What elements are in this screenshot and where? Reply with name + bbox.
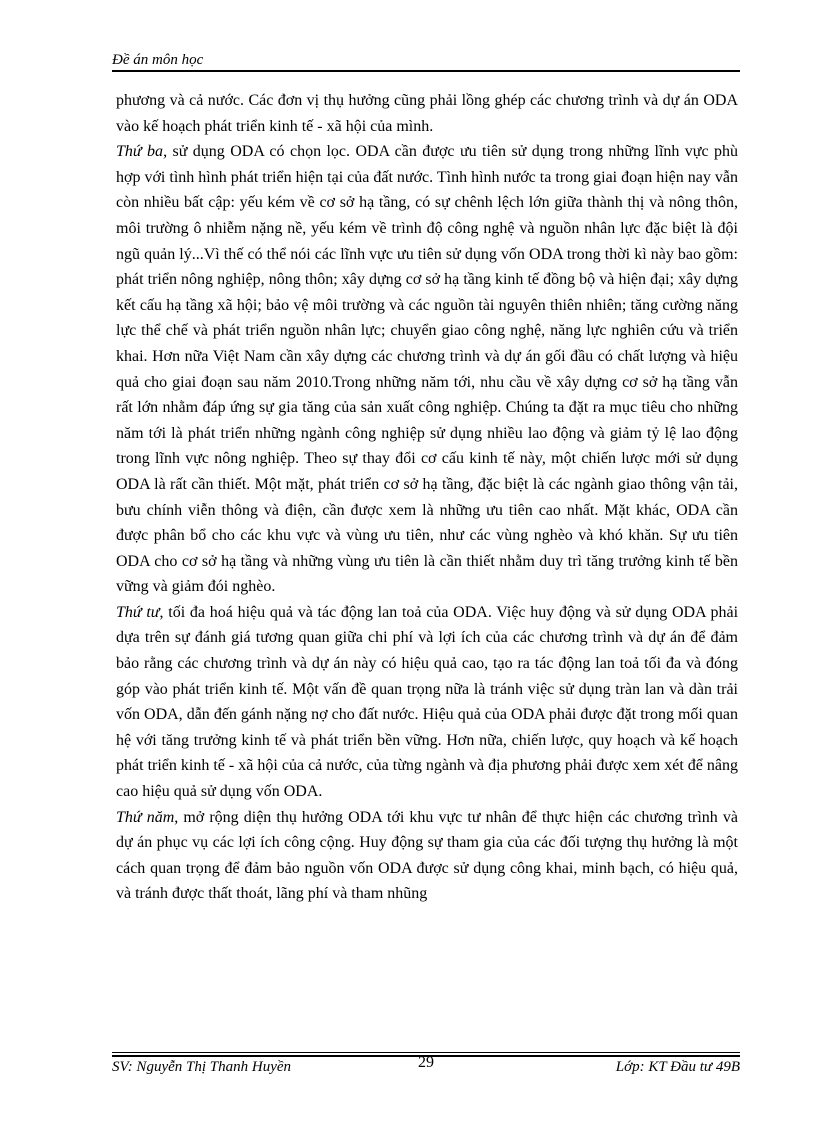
paragraph-lead: Thứ tư <box>116 603 160 621</box>
paragraph-text: , sử dụng ODA có chọn lọc. ODA cần được ưu tiên sử dụng trong những lĩnh vực phù hợp với tình hình phát triển hiện tại của đất nước. Tình hình nước ta trong giai đoạn hiện nay vẫn còn nhiều bất cập: yếu kém về cơ sở hạ tầng, có sự chênh lệch lớn giữa thành thị và nông thôn, môi trường ô nhiễm nặng nề, yếu kém về trình độ công nghệ và nguồn nhân lực đặc biệt là đội ngũ quản lý...Vì thế có thể nói các lĩnh vực ưu tiên sử dụng vốn ODA trong thời kì này bao gồm: phát triển nông nghiệp, nông thôn; xây dựng cơ sở hạ tầng kinh tế đồng bộ và hiện đại; xây dựng kết cấu hạ tầng xã hội; bảo vệ môi trường và các nguồn tài nguyên thiên nhiên; tăng cường năng lực thể chế và phát triển nguồn nhân lực; chuyển giao công nghệ, năng lực nghiên cứu và triển khai. Hơn nữa Việt Nam cần xây dựng các chương trình và dự án gối đầu có chất lượng và hiệu quả cho giai đoạn sau năm 2010.Trong những năm tới, nhu cầu về xây dựng cơ sở hạ tầng vẫn rất lớn nhằm đáp ứng sự gia tăng của sản xuất công nghiệp. Chúng ta đặt ra mục tiêu cho những năm tới là phát triển những ngành công nghiệp sử dụng nhiều lao động và giảm tỷ lệ lao động trong lĩnh vực nông nghiệp. Theo sự thay đổi cơ cấu kinh tế này, một chiến lược mới sử dụng ODA là rất cần thiết. Một mặt, phát triển cơ sở hạ tầng, đặc biệt là các ngành giao thông vận tải, bưu chính viễn thông và điện, cần được xem là những ưu tiên cao nhất. Mặt khác, ODA cần được phân bổ cho các khu vực và vùng ưu tiên, như các vùng nghèo và khó khăn. Sự ưu tiên ODA cho cơ sở hạ tầng và những vùng ưu tiên là cần thiết nhằm duy trì tăng trưởng kinh tế bền vững và giảm đói nghèo. <box>116 143 739 596</box>
paragraph-3 <box>116 600 738 805</box>
paragraph-text: , tối đa hoá hiệu quả và tác động lan toả của ODA. Việc huy động và sử dụng ODA phải dựa trên sự đánh giá tương quan giữa chi phí và lợi ích của các chương trình và dự án để đảm bảo rằng các chương trình và dự án này có hiệu quả cao, tạo ra tác động lan toả tối đa và đóng góp vào phát triển kinh tế. Một vấn đề quan trọng nữa là tránh việc sử dụng tràn lan và dàn trải vốn ODA, dẫn đến gánh nặng nợ cho đất nước. Hiệu quả của ODA phải được đặt trong mối quan hệ với tăng trưởng kinh tế và phát triển bền vững. Hơn nữa, chiến lược, quy hoạch và kế hoạch phát triển kinh tế - xã hội của cả nước, của từng ngành và địa phương phải được xem xét để nâng cao hiệu quả sử dụng vốn ODA. <box>116 603 739 801</box>
header-rule <box>112 70 740 72</box>
paragraph-text: , mở rộng diện thụ hưởng ODA tới khu vực tư nhân để thực hiện các chương trình và dự án phục vụ các lợi ích công cộng. Huy động sự tham gia của các đối tượng thụ hưởng là một cách quan trọng để đảm bảo nguồn vốn ODA được sử dụng công khai, minh bạch, có hiệu quả, và tránh được thất thoát, lãng phí và tham nhũng <box>116 808 738 903</box>
paragraph-text: phương và cả nước. Các đơn vị thụ hưởng cũng phải lồng ghép các chương trình và dự án ODA vào kế hoạch phát triển kinh tế - xã hội của mình. <box>116 92 738 135</box>
footer-student: SV: Nguyễn Thị Thanh Huyền <box>112 1059 292 1075</box>
page-number: 29 <box>418 1054 434 1071</box>
page-header <box>112 50 740 70</box>
page-footer <box>112 1054 740 1077</box>
paragraph-lead: Thứ ba <box>116 143 164 161</box>
paragraph-2 <box>116 139 738 600</box>
paragraph-lead: Thứ năm <box>116 808 175 826</box>
document-body <box>116 88 738 907</box>
footer-class: Lớp: KT Đầu tư 49B <box>615 1059 740 1075</box>
header-title: Đề án môn học <box>112 52 204 68</box>
paragraph-4 <box>116 805 738 907</box>
paragraph-1 <box>116 88 738 139</box>
